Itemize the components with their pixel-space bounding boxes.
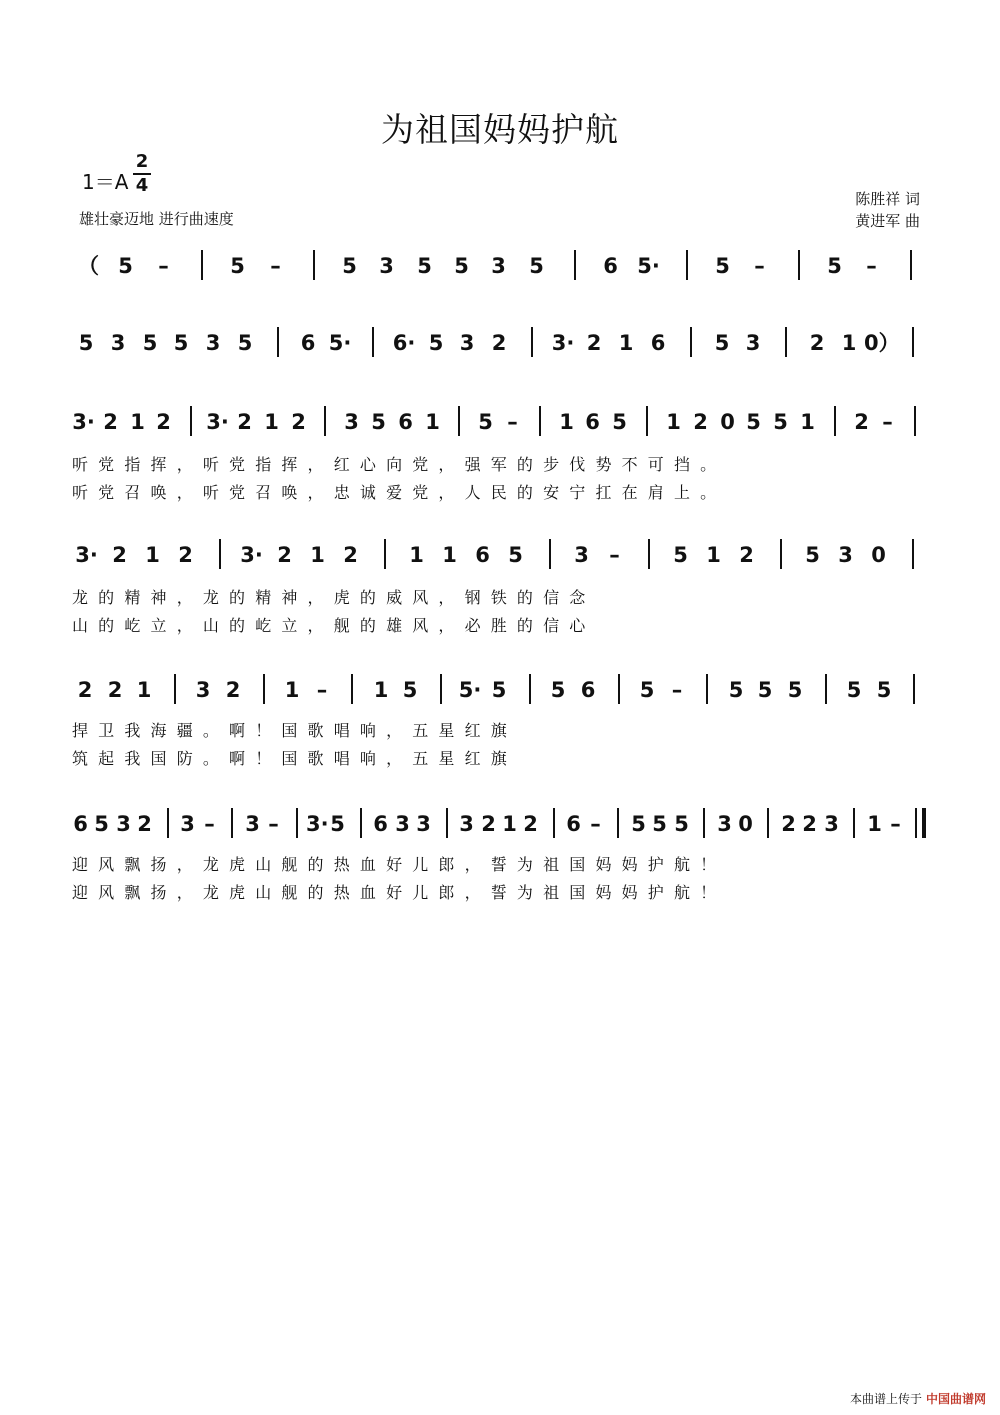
note: 5 xyxy=(639,678,655,702)
dash-note: – xyxy=(270,254,281,278)
note: 1 xyxy=(373,678,389,702)
barline xyxy=(834,406,836,436)
note: 5 xyxy=(402,678,418,702)
note: 1 xyxy=(130,410,145,434)
notation-row-6 xyxy=(70,804,930,844)
composer: 黄进军 曲 xyxy=(855,212,920,230)
notation-row-2 xyxy=(70,323,930,363)
note: 2 xyxy=(739,543,754,567)
note: 2 xyxy=(156,410,171,434)
note: 5 xyxy=(142,331,158,355)
note: 2 xyxy=(809,331,825,355)
lyric-line-verse-2: 听 党 召 唤 ， 听 党 召 唤 ， 忠 诚 爱 党 ， 人 民 的 安 宁 扛 在 肩 上 。 xyxy=(72,483,717,502)
note: 2 xyxy=(137,812,152,836)
note: 2 xyxy=(103,410,118,434)
note: 5 xyxy=(846,678,862,702)
note: 6 xyxy=(398,410,413,434)
lyric-line-verse-2: 迎 风 飘 扬 ， 龙 虎 山 舰 的 热 血 好 儿 郎 ， 誓 为 祖 国 妈 妈 护 航 ！ xyxy=(72,883,717,902)
note: 3 xyxy=(180,812,195,836)
dash-note: – xyxy=(609,543,620,567)
note: （ xyxy=(78,254,99,278)
barline xyxy=(529,674,531,704)
barline xyxy=(686,250,688,280)
note: 5 xyxy=(612,410,627,434)
note: 3 xyxy=(745,331,761,355)
note: 6 xyxy=(650,331,666,355)
lyric-line-verse-2: 筑 起 我 国 防 。 啊 ！ 国 歌 唱 响 ， 五 星 红 旗 xyxy=(72,749,507,768)
barline xyxy=(798,250,800,280)
lyric-line-verse-1: 迎 风 飘 扬 ， 龙 虎 山 舰 的 热 血 好 儿 郎 ， 誓 为 祖 国 妈 妈 护 航 ！ xyxy=(72,855,717,874)
note: 3 xyxy=(344,410,359,434)
dash-note: – xyxy=(890,812,901,836)
note: 1 xyxy=(442,543,457,567)
note: 3 xyxy=(838,543,853,567)
note: 1 xyxy=(841,331,857,355)
note: 5· xyxy=(458,678,482,702)
note: 6 xyxy=(603,254,618,278)
note: 5 xyxy=(508,543,523,567)
note: 1 xyxy=(310,543,325,567)
barline xyxy=(646,406,648,436)
key-signature: 1＝A xyxy=(82,170,129,194)
barline xyxy=(313,250,315,280)
barline xyxy=(167,808,169,838)
note: 2 xyxy=(491,331,507,355)
note: 3 xyxy=(459,812,474,836)
time-numerator: 2 xyxy=(135,151,149,172)
barline xyxy=(618,674,620,704)
note: 6 xyxy=(585,410,600,434)
barline xyxy=(201,250,203,280)
barline xyxy=(767,808,769,838)
note: 5 xyxy=(714,331,730,355)
note: 5 xyxy=(674,812,689,836)
note: 1 xyxy=(706,543,721,567)
dash-note: – xyxy=(204,812,215,836)
lyric-line-verse-1: 捍 卫 我 海 疆 。 啊 ！ 国 歌 唱 响 ， 五 星 红 旗 xyxy=(72,721,507,740)
note: 2 xyxy=(802,812,817,836)
note: 3· xyxy=(206,410,229,434)
note: 3· xyxy=(72,410,95,434)
score-title: 为祖国妈妈护航 xyxy=(381,110,619,149)
barline xyxy=(553,808,555,838)
barline xyxy=(780,539,782,569)
barline xyxy=(360,808,362,838)
note: 0） xyxy=(864,331,900,355)
note: 3 xyxy=(245,812,260,836)
barline xyxy=(910,250,912,280)
barline xyxy=(324,406,326,436)
note: 3 xyxy=(395,812,410,836)
dash-note: – xyxy=(158,254,169,278)
note: 1 xyxy=(284,678,300,702)
note: 5 xyxy=(118,254,133,278)
barline xyxy=(277,327,279,357)
note: 5 xyxy=(454,254,469,278)
note: 6 xyxy=(73,812,88,836)
note: 3 xyxy=(824,812,839,836)
note: 2 xyxy=(854,410,869,434)
barline xyxy=(785,327,787,357)
note: 3· xyxy=(75,543,98,567)
note: 5· xyxy=(328,331,352,355)
time-denominator: 4 xyxy=(135,175,149,196)
barline xyxy=(384,539,386,569)
barline xyxy=(174,674,176,704)
note: 1 xyxy=(618,331,634,355)
note: 5 xyxy=(342,254,357,278)
barline xyxy=(446,808,448,838)
note: 5 xyxy=(757,678,773,702)
note: 5 xyxy=(529,254,544,278)
note: 2 xyxy=(586,331,602,355)
note: 1 xyxy=(867,812,882,836)
dash-note: – xyxy=(882,410,893,434)
dash-note: – xyxy=(671,678,683,702)
note: 5 xyxy=(78,331,94,355)
note: 2 xyxy=(343,543,358,567)
barline xyxy=(531,327,533,357)
barline xyxy=(372,327,374,357)
note: 3 xyxy=(491,254,506,278)
note: 5 xyxy=(417,254,432,278)
barline xyxy=(912,539,914,569)
note: 3 xyxy=(116,812,131,836)
barline xyxy=(263,674,265,704)
note: 5 xyxy=(237,331,253,355)
note: 5 xyxy=(550,678,566,702)
note: 5 xyxy=(652,812,667,836)
note: 1 xyxy=(666,410,681,434)
lyric-line-verse-2: 山 的 屹 立 ， 山 的 屹 立 ， 舰 的 雄 风 ， 必 胜 的 信 心 xyxy=(72,616,586,635)
note: 2 xyxy=(225,678,241,702)
barline xyxy=(458,406,460,436)
lyric-line-verse-1: 听 党 指 挥 ， 听 党 指 挥 ， 红 心 向 党 ， 强 军 的 步 伐 势 不 可 挡 。 xyxy=(72,455,717,474)
note: 1 xyxy=(409,543,424,567)
notation-row-4 xyxy=(70,535,930,575)
barline xyxy=(825,674,827,704)
barline xyxy=(617,808,619,838)
note: 5 xyxy=(787,678,803,702)
note: 5 xyxy=(673,543,688,567)
barline xyxy=(703,808,705,838)
note: 2 xyxy=(693,410,708,434)
site-logo[interactable]: 中国曲谱网 xyxy=(925,1392,986,1406)
barline xyxy=(296,808,298,838)
note: 5 xyxy=(773,410,788,434)
credits xyxy=(855,188,920,232)
barline xyxy=(219,539,221,569)
note: 3· xyxy=(240,543,263,567)
note: 3 xyxy=(195,678,211,702)
barline xyxy=(539,406,541,436)
note: 1 xyxy=(145,543,160,567)
barline xyxy=(190,406,192,436)
note: 3 xyxy=(205,331,221,355)
barline xyxy=(690,327,692,357)
barline xyxy=(912,327,914,357)
note: 2 xyxy=(523,812,538,836)
note: 5 xyxy=(715,254,730,278)
note: 3· xyxy=(551,331,575,355)
note: 3 xyxy=(717,812,732,836)
barline xyxy=(706,674,708,704)
note: 6· xyxy=(392,331,416,355)
barline xyxy=(914,406,916,436)
note: 1 xyxy=(136,678,152,702)
note: 1 xyxy=(425,410,440,434)
note: 2 xyxy=(277,543,292,567)
note: 3 xyxy=(459,331,475,355)
note: 5 xyxy=(94,812,109,836)
note: 3 xyxy=(416,812,431,836)
notation-row-1 xyxy=(70,246,930,286)
notation-row-3 xyxy=(70,402,930,442)
footer-uploaded-text: 本曲谱上传于 xyxy=(849,1392,922,1406)
note: 5 xyxy=(330,812,345,836)
final-barline xyxy=(915,808,926,838)
barline xyxy=(440,674,442,704)
lyricist: 陈胜祥 词 xyxy=(855,190,920,208)
note: 6 xyxy=(566,812,581,836)
note: 3 xyxy=(574,543,589,567)
note: 0 xyxy=(738,812,753,836)
note: 5 xyxy=(371,410,386,434)
barline xyxy=(648,539,650,569)
note: 2 xyxy=(112,543,127,567)
note: 2 xyxy=(237,410,252,434)
lyric-line-verse-1: 龙 的 精 神 ， 龙 的 精 神 ， 虎 的 威 风 ， 钢 铁 的 信 念 xyxy=(72,588,586,607)
note: 5 xyxy=(230,254,245,278)
barline xyxy=(853,808,855,838)
time-signature xyxy=(133,152,151,196)
note: 5 xyxy=(746,410,761,434)
note: 5 xyxy=(728,678,744,702)
note: 2 xyxy=(481,812,496,836)
tempo-marking: 雄壮豪迈地 进行曲速度 xyxy=(79,210,234,228)
note: 6 xyxy=(580,678,596,702)
note: 3 xyxy=(110,331,126,355)
note: 2 xyxy=(291,410,306,434)
notation-row-5 xyxy=(70,670,930,710)
note: 1 xyxy=(800,410,815,434)
note: 5 xyxy=(491,678,507,702)
note: 5 xyxy=(805,543,820,567)
note: 5 xyxy=(631,812,646,836)
note: 5 xyxy=(876,678,892,702)
note: 2 xyxy=(781,812,796,836)
note: 6 xyxy=(475,543,490,567)
note: 2 xyxy=(178,543,193,567)
dash-note: – xyxy=(268,812,279,836)
dash-note: – xyxy=(507,410,518,434)
dash-note: – xyxy=(590,812,601,836)
note: 1 xyxy=(502,812,517,836)
note: 1 xyxy=(559,410,574,434)
note: 1 xyxy=(264,410,279,434)
note: 0 xyxy=(720,410,735,434)
note: 3· xyxy=(306,812,329,836)
barline xyxy=(231,808,233,838)
note: 5 xyxy=(173,331,189,355)
note: 5 xyxy=(827,254,842,278)
dash-note: – xyxy=(754,254,765,278)
note: 5· xyxy=(637,254,660,278)
note: 6 xyxy=(300,331,316,355)
note: 0 xyxy=(871,543,886,567)
barline xyxy=(913,674,915,704)
note: 2 xyxy=(77,678,93,702)
barline xyxy=(574,250,576,280)
note: 5 xyxy=(478,410,493,434)
dash-note: – xyxy=(866,254,877,278)
note: 6 xyxy=(373,812,388,836)
note: 5 xyxy=(428,331,444,355)
note: 2 xyxy=(107,678,123,702)
footer-credit xyxy=(850,1390,986,1407)
barline xyxy=(351,674,353,704)
barline xyxy=(549,539,551,569)
note: 3 xyxy=(379,254,394,278)
dash-note: – xyxy=(316,678,328,702)
